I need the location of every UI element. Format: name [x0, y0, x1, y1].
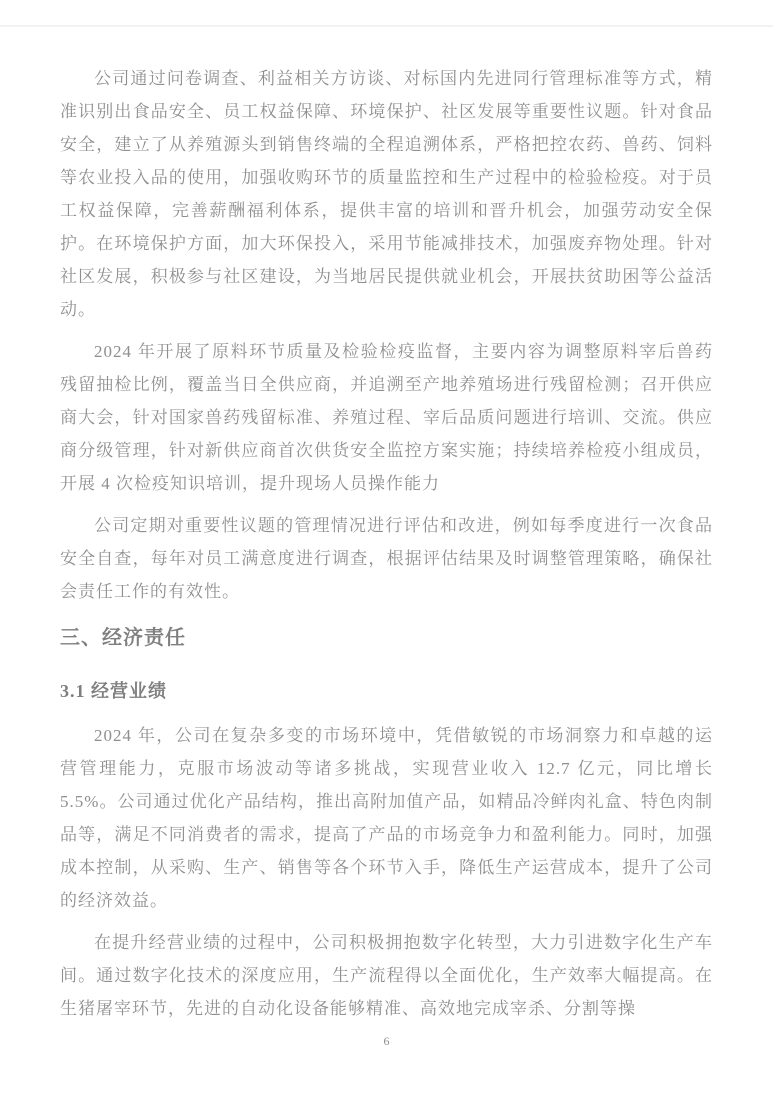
paragraph-digital-transformation: 在提升经营业绩的过程中，公司积极拥抱数字化转型，大力引进数字化生产车间。通过数字化技术的深度应用，生产流程得以全面优化，生产效率大幅提高。在生猪屠宰环节，先进的自动化设备能够精准、高效地完成宰杀、分割等操 — [60, 933, 713, 1018]
paragraph-evaluation-and-improvement: 公司定期对重要性议题的管理情况进行评估和改进，例如每季度进行一次食品安全自查，每年对员工满意度进行调查，根据评估结果及时调整管理策略，确保社会责任工作的有效性。 — [60, 516, 713, 601]
section-heading-economic-responsibility: 三、经济责任 — [60, 627, 186, 649]
page-footer — [0, 1032, 773, 1050]
page-top-divider — [0, 25, 773, 27]
paragraph-2024-operating-results: 2024 年，公司在复杂多变的市场环境中，凭借敏锐的市场洞察力和卓越的运营管理能力，克服市场波动等诸多挑战，实现营业收入 12.7 亿元，同比增长 5.5%。公司通过优化产品结构，推出高附加值产品，如精品冷鲜肉礼盒、特色肉制品等，满足不同消费者的需求，提高了产品的市场竞争力和盈利能力。同时，加强成本控制，从采购、生产、销售等各个环节入手，降低生产运营成本，提升了公司的经济效益。 — [60, 726, 713, 910]
subsection-heading-operating-performance: 3.1 经营业绩 — [60, 681, 167, 701]
page-number: 6 — [383, 1034, 390, 1048]
paragraph-materiality-identification: 公司通过问卷调查、利益相关方访谈、对标国内先进同行管理标准等方式，精准识别出食品安全、员工权益保障、环境保护、社区发展等重要性议题。针对食品安全，建立了从养殖源头到销售终端的全程追溯体系，严格把控农药、兽药、饲料等农业投入品的使用，加强收购环节的质量监控和生产过程中的检验检疫。对于员工权益保障，完善薪酬福利体系，提供丰富的培训和晋升机会，加强劳动安全保护。在环境保护方面，加大环保投入，采用节能减排技术，加强废弃物处理。针对社区发展，积极参与社区建设，为当地居民提供就业机会，开展扶贫助困等公益活动。 — [60, 69, 713, 319]
paragraph-2024-raw-material-inspection: 2024 年开展了原料环节质量及检验检疫监督，主要内容为调整原料宰后兽药残留抽检比例，覆盖当日全供应商，并追溯至产地养殖场进行残留检测；召开供应商大会，针对国家兽药残留标准、养殖过程、宰后品质问题进行培训、交流。供应商分级管理，针对新供应商首次供货安全监控方案实施；持续培养检疫小组成员，开展 4 次检疫知识培训，提升现场人员操作能力 — [60, 342, 713, 493]
page-content — [60, 62, 713, 1025]
